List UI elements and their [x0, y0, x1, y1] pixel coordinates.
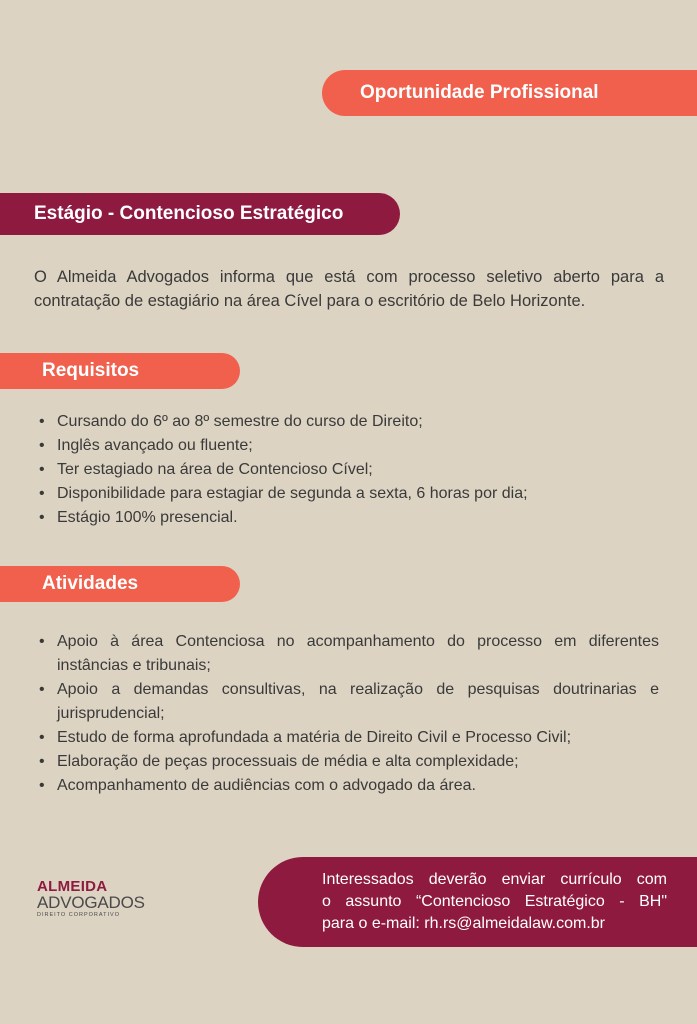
activities-heading: Atividades — [42, 573, 139, 594]
list-item: • Estágio 100% presencial. — [34, 506, 659, 530]
requirements-heading-banner — [0, 353, 240, 389]
requirements-list — [34, 410, 659, 530]
opportunity-label: Oportunidade Profissional — [360, 82, 599, 103]
list-item: • Apoio à área Contenciosa no acompanhamento do processo em diferentes instâncias e tribunais; — [34, 630, 659, 678]
job-title-banner — [0, 193, 400, 235]
intro-paragraph: O Almeida Advogados informa que está com processo seletivo aberto para a contratação de estagiário na área Cível para o escritório de Belo Horizonte. — [34, 268, 664, 310]
list-item: • Disponibilidade para estagiar de segunda a sexta, 6 horas por dia; — [34, 482, 659, 506]
contact-line-3: para o e-mail: rh.rs@almeidalaw.com.br — [322, 915, 606, 932]
list-item: • Ter estagiado na área de Contencioso Cível; — [34, 458, 659, 482]
activities-list — [34, 630, 659, 798]
list-item: • Elaboração de peças processuais de média e alta complexidade; — [34, 750, 659, 774]
activities-heading-banner — [0, 566, 240, 602]
job-title: Estágio - Contencioso Estratégico — [34, 203, 344, 224]
logo-line-2: ADVOGADOS — [37, 893, 145, 912]
list-item: • Cursando do 6º ao 8º semestre do curso de Direito; — [34, 410, 659, 434]
list-item: • Apoio a demandas consultivas, na realização de pesquisas doutrinarias e jurisprudencial; — [34, 678, 659, 726]
requirements-heading: Requisitos — [42, 360, 140, 381]
list-item: • Estudo de forma aprofundada a matéria de Direito Civil e Processo Civil; — [34, 726, 659, 750]
list-item: • Acompanhamento de audiências com o advogado da área. — [34, 774, 659, 798]
logo-tagline: DIREITO CORPORATIVO — [37, 912, 120, 918]
contact-banner — [258, 857, 697, 947]
company-logo — [37, 880, 167, 920]
logo-line-1: ALMEIDA — [37, 878, 108, 895]
contact-line-2: o assunto “Contencioso Estratégico - BH" — [322, 893, 667, 910]
opportunity-banner — [322, 70, 697, 116]
list-item: • Inglês avançado ou fluente; — [34, 434, 659, 458]
contact-line-1: Interessados deverão enviar currículo com — [322, 871, 667, 888]
